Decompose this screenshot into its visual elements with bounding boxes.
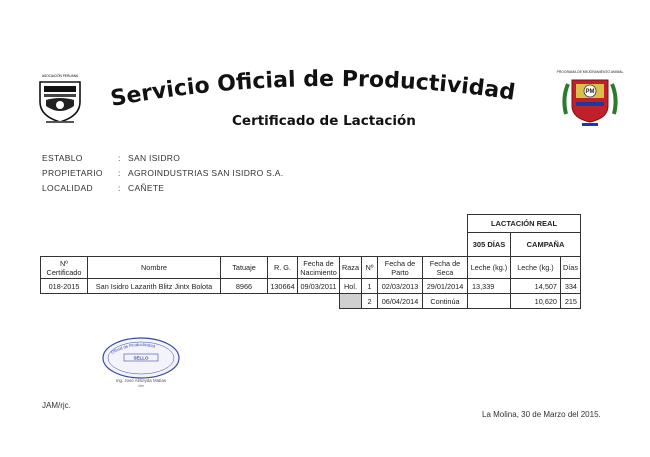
cell-leche-305: 13,339 <box>468 279 511 294</box>
cell-raza: Hol. <box>340 279 362 294</box>
cell-nacimiento: 09/03/2011 <box>298 279 340 294</box>
info-value: AGROINDUSTRIAS SAN ISIDRO S.A. <box>128 168 284 178</box>
col-header-leche-305: Leche (kg.) <box>468 257 511 279</box>
initials: JAM/rjc. <box>42 401 71 410</box>
subheader-campana: CAMPAÑA <box>511 233 581 257</box>
column-header-row <box>41 257 581 279</box>
svg-text:SELLO: SELLO <box>133 355 149 361</box>
cell-parto: 02/03/2013 <box>378 279 423 294</box>
cell-certificado: 018-2015 <box>41 279 88 294</box>
col-header-nombre: Nombre <box>88 257 221 279</box>
col-header-nacimiento: Fecha de Nacimiento <box>298 257 340 279</box>
info-label: PROPIETARIO <box>42 168 103 178</box>
info-localidad <box>42 183 164 193</box>
svg-text:PROGRAMA DE MEJORAMIENTO ANIMA: PROGRAMA DE MEJORAMIENTO ANIMAL <box>556 70 624 74</box>
association-logo-left <box>30 72 90 126</box>
cell-num: 1 <box>362 279 378 294</box>
col-header-dias: Días <box>561 257 581 279</box>
col-header-tatuaje: Tatuaje <box>221 257 268 279</box>
cell-leche-campana: 10,620 <box>511 294 561 309</box>
svg-text:Servicio Oficial de Productivi: Servicio Oficial de Productividad Lechera <box>102 43 525 112</box>
col-header-seca: Fecha de Seca <box>423 257 468 279</box>
group-header-lactacion-real: LACTACIÓN REAL <box>468 215 581 233</box>
col-header-certificado: Nº Certificado <box>41 257 88 279</box>
subtitle: Certificado de Lactación <box>232 113 416 129</box>
info-establo <box>42 153 180 163</box>
cell-parto: 06/04/2014 <box>378 294 423 309</box>
info-propietario <box>42 168 283 178</box>
svg-text:Ing. José Almeyda Matías: Ing. José Almeyda Matías <box>115 378 167 383</box>
cell-leche-305 <box>468 294 511 309</box>
main-title <box>102 43 530 112</box>
info-separator: : <box>118 183 121 193</box>
col-header-raza: Raza <box>340 257 362 279</box>
cell-num: 2 <box>362 294 378 309</box>
table-row <box>41 279 581 294</box>
info-value: CAÑETE <box>128 183 165 193</box>
info-separator: : <box>118 168 121 178</box>
cell-dias: 215 <box>561 294 581 309</box>
info-label: ESTABLO <box>42 153 83 163</box>
cell-blank-shaded <box>340 294 362 309</box>
cell-tatuaje: 8966 <box>221 279 268 294</box>
table-row <box>41 294 581 309</box>
info-separator: : <box>118 153 121 163</box>
cell-rg: 130664 <box>268 279 298 294</box>
info-value: SAN ISIDRO <box>128 153 181 163</box>
cell-seca: Continúa <box>423 294 468 309</box>
svg-text:Jefe: Jefe <box>137 384 145 388</box>
program-logo-right <box>556 68 624 128</box>
cell-seca: 29/01/2014 <box>423 279 468 294</box>
svg-text:PM: PM <box>585 89 595 95</box>
subheader-305-dias: 305 DÍAS <box>468 233 511 257</box>
col-header-rg: R. G. <box>268 257 298 279</box>
col-header-leche-campana: Leche (kg.) <box>511 257 561 279</box>
col-header-parto: Fecha de Parto <box>378 257 423 279</box>
official-stamp <box>100 336 182 388</box>
footer-date: La Molina, 30 de Marzo del 2015. <box>482 410 601 419</box>
info-label: LOCALIDAD <box>42 183 93 193</box>
col-header-num: Nº <box>362 257 378 279</box>
lactation-table <box>40 214 581 309</box>
svg-text:Oficial de Productividad: Oficial de Productividad <box>110 341 156 355</box>
cell-leche-campana: 14,507 <box>511 279 561 294</box>
svg-text:ASOCIACIÓN PERUANA: ASOCIACIÓN PERUANA <box>41 74 79 78</box>
cell-nombre: San Isidro Lazarith Blitz Jintx Bolota <box>88 279 221 294</box>
cell-dias: 334 <box>561 279 581 294</box>
